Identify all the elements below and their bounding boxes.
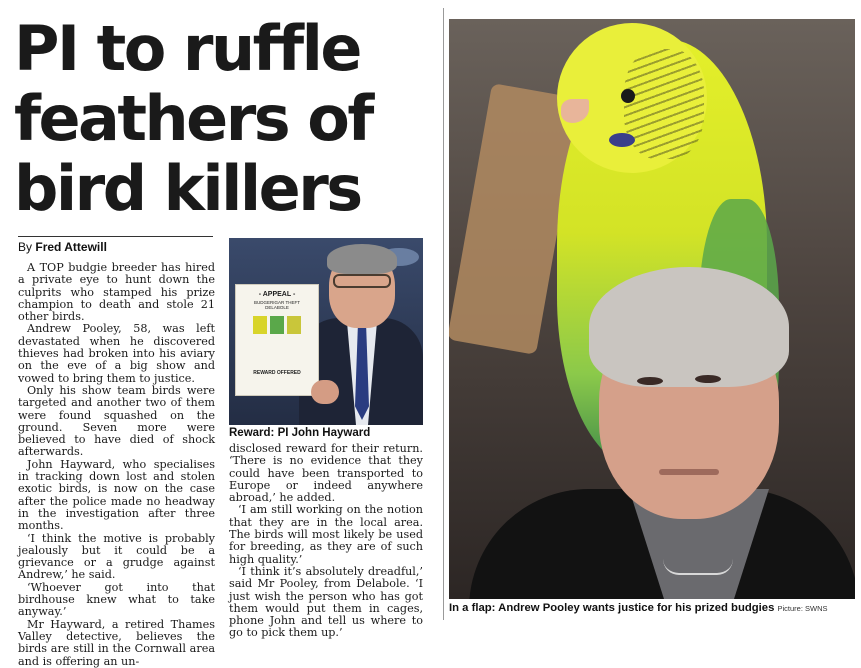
budgie-head-stripes [624,49,704,159]
poster-title: - APPEAL - [258,291,296,298]
byline-prefix: By [18,240,33,254]
appeal-poster [235,284,319,396]
poster-footer: REWARD OFFERED [253,370,301,376]
bird-picture-icon [287,316,301,334]
paragraph: Mr Hayward, a retired Thames Valley detective, believes the birds are still in the Cornwall area and is offering an un- [18,617,215,668]
photo-credit: Picture: SWNS [777,604,828,613]
paragraph: ‘I think it’s absolutely dreadful,’ said Mr Pooley, from Delabole. ‘I just wish the person who has got them would put them in cages, phone John and tell us where to go to pick them up.’ [229,564,423,640]
headline-line-3: bird killers [14,152,361,225]
inset-photo [229,238,423,425]
hair-shape [327,244,397,274]
poster-subtitle: BUDGERIGAR THEFT DELABOLE [254,300,300,310]
paragraph: Only his show team birds were targeted and another two of them were found squashed on the ground. Seven more were believed to have died of shock afterwards. [18,383,215,459]
headline-line-1: PI to ruffle [14,12,360,85]
budgie-eye [621,89,635,103]
paragraph: A TOP budgie breeder has hired a private eye to hunt down the culprits who stamped his prize champion to death and stole 21 other birds. [18,261,215,324]
man-eye [695,375,721,383]
paragraph: ‘I am still working on the notion that they are in the local area. The birds will most likely be used for breeding, as they are of such high quality.’ [229,503,423,566]
inset-photo-caption: Reward: PI John Hayward [229,427,371,439]
budgie-throat-spot [609,133,635,147]
byline [18,240,107,254]
glasses-shape [333,274,391,288]
paragraph: disclosed reward for their return. ‘There is no evidence that they could have been transported to Europe or indeed anywhere abroad,’ he added. [229,442,423,505]
article-column-1 [18,262,215,668]
byline-author: Fred Attewill [35,240,107,254]
bird-picture-icon [270,316,284,334]
man-chain [663,559,733,575]
poster-birds [236,316,318,334]
headline-line-2: feathers of [14,82,372,155]
main-caption-text: In a flap: Andrew Pooley wants justice for his prized budgies [449,602,775,614]
man-eye [637,377,663,385]
bird-picture-icon [253,316,267,334]
paragraph: ‘I think the motive is probably jealously but it could be a grievance or a grudge against Andrew,’ he said. [18,531,215,582]
headline [14,14,424,224]
article-column-2 [229,443,423,640]
main-photo-caption [449,602,828,614]
paragraph: Andrew Pooley, 58, was left devastated when he discovered thieves had broken into his aviary on the eve of a big show and vowed to bring them to justice. [18,322,215,385]
column-divider [443,8,444,620]
paragraph: John Hayward, who specialises in tracking down lost and stolen exotic birds, is now on the case after the police made no headway in the investigation after three months. [18,457,215,533]
paragraph: ‘Whoever got into that birdhouse knew what to take anyway.’ [18,580,215,619]
man-hair [589,267,789,387]
hand-shape [311,380,339,404]
man-mouth [659,469,719,475]
main-photo [449,19,855,599]
byline-rule [18,236,213,237]
